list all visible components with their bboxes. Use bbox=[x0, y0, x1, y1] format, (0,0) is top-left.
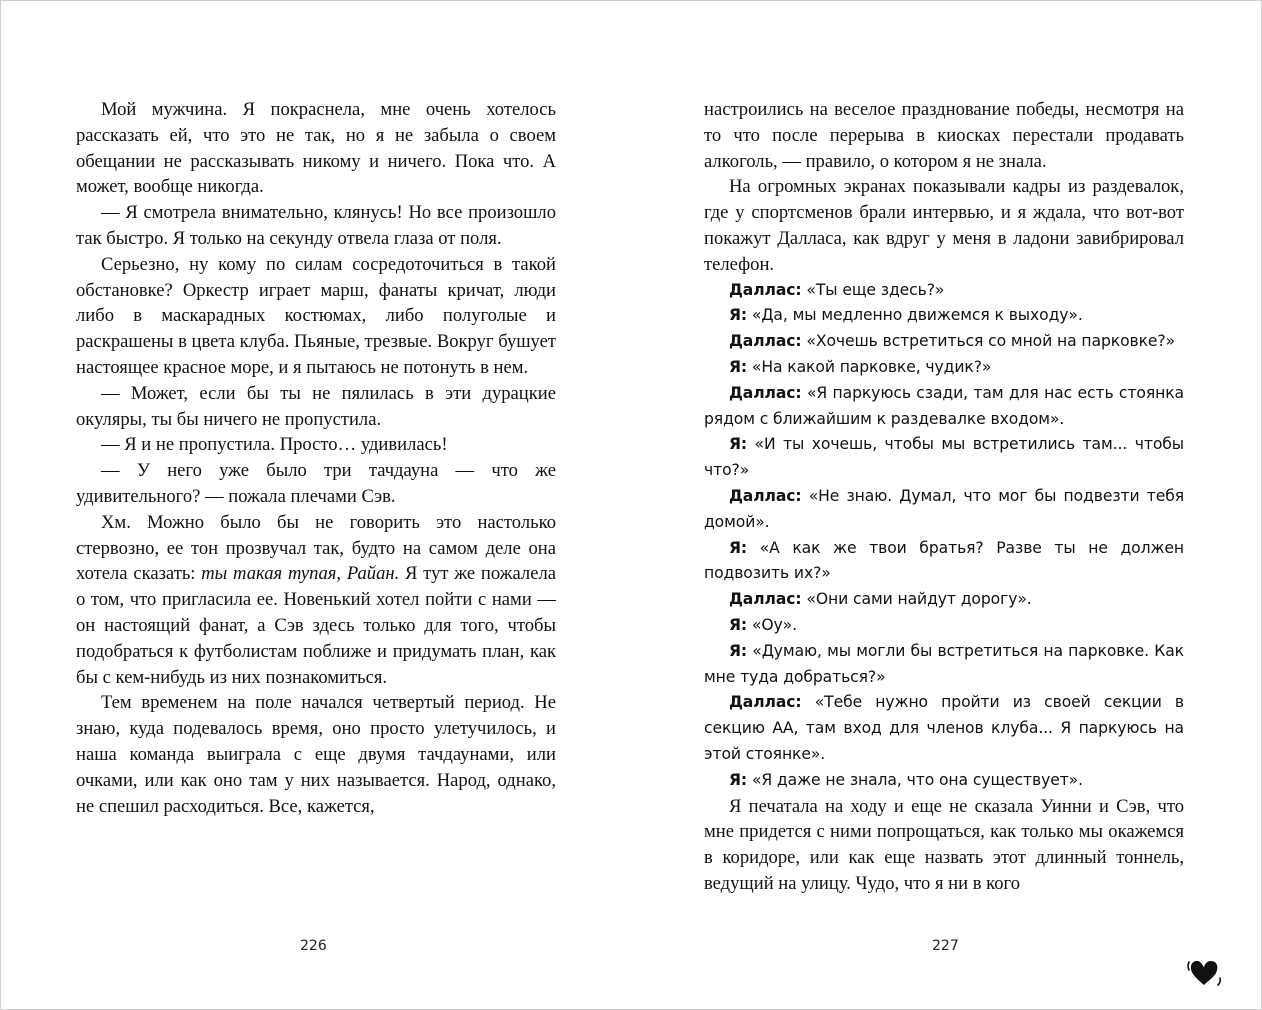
chat-text: «Да, мы медленно движемся к выходу». bbox=[747, 306, 1083, 325]
text-run: Я тут же пожалела о том, что пригласила ее. Новенький хотел пойти с нами — он настоящий фанат, а Сэв здесь только для того, чтобы подобраться к футболистам поближе и придумать план, как бы с кем-нибудь из них познакомиться. bbox=[76, 563, 556, 688]
chat-message bbox=[704, 278, 1184, 304]
text-run: Хм. Можно было бы не говорить это настолько стервозно, ее тон прозвучал так, будто на самом деле она хотела сказать: bbox=[76, 511, 556, 585]
heart-icon bbox=[1184, 952, 1224, 992]
paragraph: На огромных экранах показывали кадры из раздевалок, где у спортсменов брали интервью, и я ждала, что вот-вот покажут Далласа, как вдруг у меня в ладони завибрировал телефон. bbox=[704, 176, 1184, 275]
chat-text: «Я даже не знала, что она существует». bbox=[747, 770, 1083, 789]
chat-speaker: Я: bbox=[729, 357, 748, 376]
paragraph: — У него уже было три тачдауна — что же удивительного? — пожала плечами Сэв. bbox=[76, 460, 556, 507]
chat-speaker: Даллас: bbox=[729, 383, 802, 402]
chat-message bbox=[704, 303, 1184, 329]
paragraph: Я печатала на ходу и еще не сказала Уинни и Сэв, что мне придется с ними попрощаться, как только мы окажемся в коридоре, или как еще назвать этот длинный тоннель, ведущий на улицу. Чудо, что я ни в кого bbox=[704, 795, 1184, 894]
chat-speaker: Я: bbox=[729, 538, 748, 557]
page-number-right: 227 bbox=[932, 938, 959, 954]
chat-message bbox=[704, 536, 1184, 588]
chat-speaker: Даллас: bbox=[729, 590, 802, 609]
paragraph: Серьезно, ну кому по силам сосредоточиться в такой обстановке? Оркестр играет марш, фанаты кричат, люди либо в маскарадных костюмах, либо полуголые и раскрашены в цвета клуба. Пьяные, трезвые. Вокруг бушует настоящее красное море, и я пытаюсь не потонуть в нем. bbox=[76, 253, 556, 378]
chat-text: «Тебе нужно пройти из своей секции в секцию АА, там вход для членов клуба... Я паркуюсь на этой стоянке». bbox=[704, 693, 1184, 763]
chat-text: «Ты еще здесь?» bbox=[801, 280, 945, 299]
chat-speaker: Даллас: bbox=[729, 486, 802, 505]
paragraph: — Я смотрела внимательно, клянусь! Но все произошло так быстро. Я только на секунду отвела глаза от поля. bbox=[76, 202, 556, 249]
chat-speaker: Я: bbox=[729, 435, 748, 454]
chat-text: «Не знаю. Думал, что мог бы подвезти тебя домой». bbox=[704, 486, 1184, 531]
chat-message bbox=[704, 432, 1184, 484]
right-page bbox=[704, 97, 1184, 897]
chat-text: «Они сами найдут дорогу». bbox=[801, 590, 1032, 609]
chat-message bbox=[704, 381, 1184, 433]
chat-speaker: Я: bbox=[729, 306, 748, 325]
chat-speaker: Даллас: bbox=[729, 693, 802, 712]
chat-text: «Думаю, мы могли бы встретиться на парковке. Как мне туда добраться?» bbox=[704, 641, 1184, 686]
chat-message bbox=[704, 484, 1184, 536]
paragraph: настроились на веселое празднование победы, несмотря на то что после перерыва в киосках перестали продавать алкоголь, — правило, о котором я не знала. bbox=[704, 99, 1184, 172]
paragraph: — Я и не пропустила. Просто… удивилась! bbox=[101, 434, 448, 456]
chat-speaker: Даллас: bbox=[729, 332, 802, 351]
chat-text: «И ты хочешь, чтобы мы встретились там... чтобы что?» bbox=[704, 435, 1184, 480]
chat-message bbox=[704, 613, 1184, 639]
chat-message bbox=[704, 355, 1184, 381]
left-page bbox=[76, 97, 556, 819]
chat-messages bbox=[704, 278, 1184, 794]
chat-message bbox=[704, 690, 1184, 767]
paragraph: — Может, если бы ты не пялилась в эти дурацкие окуляры, ты бы ничего не пропустила. bbox=[76, 382, 556, 430]
paragraph: Мой мужчина. Я покраснела, мне очень хотелось рассказать ей, что это не так, но я не забыла о своем обещании не рассказывать никому и ничего. Пока что. А может, вообще никогда. bbox=[76, 99, 556, 198]
paragraph: Тем временем на поле начался четвертый период. Не знаю, куда подевалось время, оно просто улетучилось, и наша команда выиграла с еще двумя тачдаунами, или очками, или как оно там у них называется. Народ, однако, не спешил расходиться. Все, кажется, bbox=[76, 692, 556, 817]
chat-message bbox=[704, 329, 1184, 355]
chat-message bbox=[704, 639, 1184, 691]
chat-speaker: Я: bbox=[729, 615, 748, 634]
paragraph bbox=[76, 510, 556, 691]
chat-speaker: Я: bbox=[729, 641, 748, 660]
italic-text: ты такая тупая, Райан. bbox=[201, 563, 400, 585]
chat-speaker: Я: bbox=[729, 770, 748, 789]
chat-text: «Я паркуюсь сзади, там для нас есть стоянка рядом с ближайшим к раздевалке входом». bbox=[704, 383, 1184, 428]
chat-text: «На какой парковке, чудик?» bbox=[747, 357, 992, 376]
chat-text: «Оу». bbox=[747, 615, 797, 634]
chat-message bbox=[704, 768, 1184, 794]
chat-message bbox=[704, 587, 1184, 613]
page-number-left: 226 bbox=[300, 938, 327, 954]
chat-text: «А как же твои братья? Разве ты не должен подвозить их?» bbox=[704, 538, 1184, 583]
chat-speaker: Даллас: bbox=[729, 280, 802, 299]
chat-text: «Хочешь встретиться со мной на парковке?» bbox=[801, 332, 1176, 351]
